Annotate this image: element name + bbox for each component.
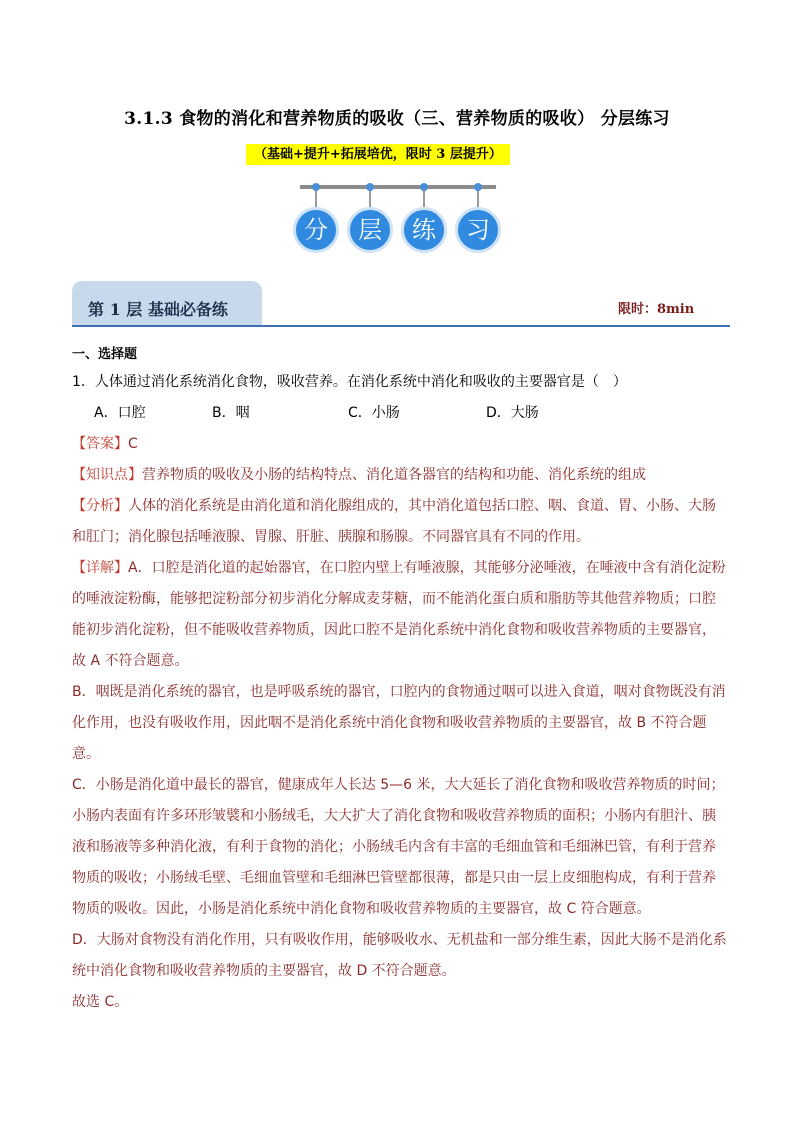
detail-a bbox=[72, 553, 728, 677]
knowledge-tag: 【知识点】 bbox=[72, 467, 142, 483]
detail-c: C．小肠是消化道中最长的器官，健康成年人长达 5—6 米，大大延长了消化食物和吸收营养物质的时间；小肠内表面有许多环形皱襞和小肠绒毛，大大扩大了消化食物和吸收营养物质的面积；小肠内有胆汁、胰液和肠液等多种消化液，有利于食物的消化；小肠绒毛内含有丰富的毛细血管和毛细淋巴管，有利于营养物质的吸收；小肠绒毛壁、毛细血管壁和毛细淋巴管壁都很薄，都是只由一层上皮细胞构成，有利于营养物质的吸收。因此，小肠是消化系统中消化食物和吸收营养物质的主要器官，故 C 符合题意。 bbox=[72, 777, 725, 917]
layered-practice-logo bbox=[288, 182, 508, 262]
knowledge-text: 营养物质的吸收及小肠的结构特点、消化道各器官的结构和功能、消化系统的组成 bbox=[142, 467, 646, 483]
option-b: B．咽 bbox=[212, 405, 250, 421]
document-title: 3.1.3 食物的消化和营养物质的吸收（三、营养物质的吸收） 分层练习 bbox=[124, 109, 670, 129]
analysis-line bbox=[72, 491, 728, 553]
conclusion: 故选 C。 bbox=[72, 994, 129, 1010]
question-stem: 1．人体通过消化系统消化食物，吸收营养。在消化系统中消化和吸收的主要器官是（ ） bbox=[72, 374, 627, 390]
document-subtitle: （基础+提升+拓展培优，限时 3 层提升） bbox=[246, 144, 510, 165]
answer-block bbox=[72, 429, 728, 1018]
analysis-text: 人体的消化系统是由消化道和消化腺组成的，其中消化道包括口腔、咽、食道、胃、小肠、大肠和肛门；消化腺包括唾液腺、胃腺、肝脏、胰腺和肠腺。不同器官具有不同的作用。 bbox=[72, 498, 716, 545]
answer-value: C bbox=[128, 436, 138, 452]
part-heading: 一、选择题 bbox=[72, 347, 138, 362]
answer-line bbox=[72, 429, 728, 460]
analysis-tag: 【分析】 bbox=[72, 498, 128, 514]
logo-char-lian: 练 bbox=[401, 207, 447, 253]
option-a: A．口腔 bbox=[94, 405, 146, 421]
logo-char-xi: 习 bbox=[455, 207, 501, 253]
logo-char-ceng: 层 bbox=[347, 207, 393, 253]
detail-tag: 【详解】 bbox=[72, 560, 128, 576]
option-d: D．大肠 bbox=[486, 405, 539, 421]
detail-b: B．咽既是消化系统的器官，也是呼吸系统的器官，口腔内的食物通过咽可以进入食道，咽对食物既没有消化作用，也没有吸收作用，因此咽不是消化系统中消化食物和吸收营养物质的主要器官，故 B 不符合题意。 bbox=[72, 684, 726, 762]
logo-char-fen: 分 bbox=[293, 207, 339, 253]
option-c: C．小肠 bbox=[348, 405, 400, 421]
detail-d: D．大肠对食物没有消化作用，只有吸收作用，能够吸收水、无机盐和一部分维生素，因此大肠不是消化系统中消化食物和吸收营养物质的主要器官，故 D 不符合题意。 bbox=[72, 932, 727, 979]
answer-tag: 【答案】 bbox=[72, 436, 128, 452]
logo-bar bbox=[300, 185, 496, 189]
detail-a-text: A．口腔是消化道的起始器官，在口腔内壁上有唾液腺，其能够分泌唾液，在唾液中含有消化淀粉的唾液淀粉酶，能够把淀粉部分初步消化分解成麦芽糖，而不能消化蛋白质和脂肪等其他营养物质；口腔能初步消化淀粉，但不能吸收营养物质，因此口腔不是消化系统中消化食物和吸收营养物质的主要器官，故 A 不符合题意。 bbox=[72, 560, 726, 669]
section-divider bbox=[72, 325, 730, 327]
time-limit: 限时：8min bbox=[618, 302, 695, 317]
section-title: 第 1 层 基础必备练 bbox=[88, 300, 228, 319]
knowledge-line bbox=[72, 460, 728, 491]
